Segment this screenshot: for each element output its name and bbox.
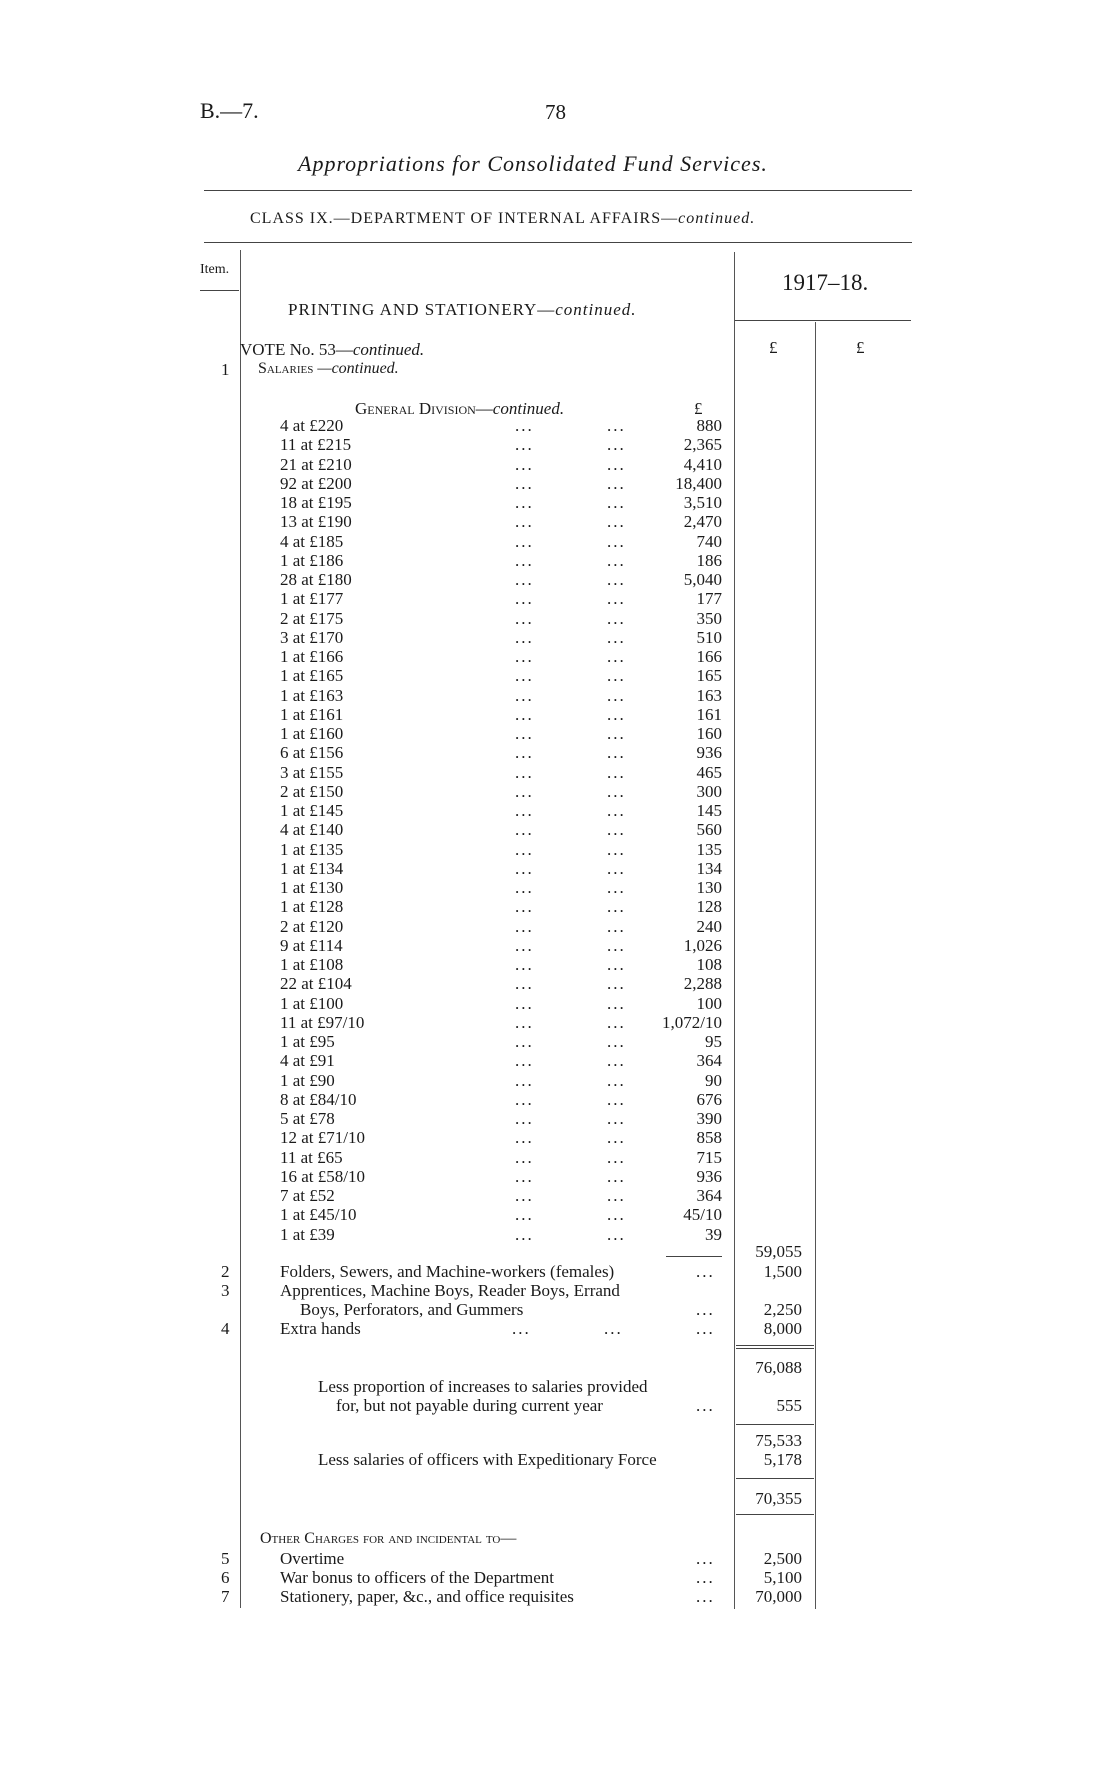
- general-division-row: [280, 763, 722, 782]
- grade-amount: 4,410: [683, 454, 722, 474]
- grade-label: 28 at £180: [280, 570, 352, 589]
- grade-amount: 465: [696, 762, 722, 782]
- general-division-currency: £: [694, 399, 703, 418]
- total1-rule: [736, 1345, 814, 1346]
- item-4-dots-c: ...: [696, 1319, 715, 1338]
- grade-label: 1 at £100: [280, 993, 344, 1013]
- section-heading-main: PRINTING AND STATIONERY—: [288, 300, 556, 319]
- leader-dots: ...: [607, 435, 626, 455]
- leader-dots: ...: [607, 704, 626, 724]
- leader-dots: ...: [607, 1089, 626, 1109]
- leader-dots: ...: [515, 743, 534, 763]
- leader-dots: ...: [607, 974, 626, 994]
- page-number: 78: [545, 100, 566, 124]
- item-4-dots-b: ...: [604, 1319, 623, 1338]
- grade-amount: 160: [696, 724, 722, 743]
- grade-amount: 186: [696, 550, 722, 570]
- leader-dots: ...: [515, 1032, 534, 1051]
- grade-label: 11 at £97/10: [280, 1012, 365, 1032]
- leader-dots: ...: [607, 781, 626, 801]
- leader-dots: ...: [607, 762, 626, 782]
- other-charges-row: [0, 1549, 802, 1568]
- leader-dots: ...: [607, 512, 626, 532]
- leader-dots: ...: [607, 1147, 626, 1167]
- general-division-heading-main: General Division—: [355, 399, 493, 418]
- leader-dots: ...: [515, 685, 534, 705]
- grade-amount: 177: [696, 589, 722, 609]
- leader-dots: ...: [607, 550, 626, 570]
- grade-amount: 560: [696, 820, 722, 840]
- subtotal-rule: [666, 1256, 722, 1257]
- table-top-rule: [204, 242, 912, 243]
- general-division-row: [280, 1090, 722, 1109]
- grade-label: 1 at £165: [280, 666, 344, 686]
- grade-amount: 676: [696, 1089, 722, 1109]
- general-division-row: [280, 1167, 722, 1186]
- item-4-amount: 8,000: [763, 1319, 802, 1338]
- leader-dots: ...: [607, 570, 626, 589]
- page-ref: B.—7.: [200, 98, 259, 123]
- leader-dots: ...: [515, 647, 534, 666]
- charge-amount: 5,100: [763, 1568, 802, 1587]
- less-1-line1: Less proportion of increases to salaries provided: [318, 1377, 648, 1396]
- grade-label: 13 at £190: [280, 512, 352, 532]
- grade-label: 1 at £177: [280, 589, 344, 609]
- grade-label: 12 at £71/10: [280, 1128, 365, 1148]
- total-1: 76,088: [755, 1358, 802, 1377]
- charge-label: War bonus to officers of the Department: [280, 1568, 555, 1587]
- vote-heading-main: VOTE No. 53—: [240, 340, 353, 359]
- leader-dots: ...: [607, 1205, 626, 1225]
- general-division-subtotal: 59,055: [755, 1242, 802, 1261]
- general-division-row: [280, 1225, 722, 1244]
- grade-label: 1 at £135: [280, 839, 344, 859]
- leader-dots: ...: [515, 704, 534, 724]
- leader-dots: ...: [515, 416, 534, 435]
- leader-dots: ...: [607, 743, 626, 763]
- general-division-row: [280, 1109, 722, 1128]
- leader-dots: ...: [607, 666, 626, 686]
- leader-dots: ...: [515, 1051, 534, 1071]
- item-number-1: 1: [221, 360, 230, 379]
- leader-dots: ...: [515, 550, 534, 570]
- general-division-row: [280, 897, 722, 916]
- general-division-row: [280, 917, 722, 936]
- leader-dots: ...: [515, 993, 534, 1013]
- total2-rule: [736, 1424, 814, 1425]
- general-division-row: [280, 859, 722, 878]
- amount-column-rule-a: [734, 252, 735, 1609]
- leader-dots: ...: [607, 473, 626, 493]
- grade-amount: 128: [696, 897, 722, 917]
- item-3-amount: 2,250: [763, 1300, 802, 1319]
- class-heading-cont: continued.: [678, 210, 756, 227]
- leader-dots: ...: [607, 724, 626, 743]
- grade-label: 1 at £108: [280, 955, 344, 974]
- leader-dots: ...: [607, 916, 626, 936]
- grade-amount: 39: [705, 1224, 722, 1244]
- general-division-row: [280, 647, 722, 666]
- grade-amount: 300: [696, 781, 722, 801]
- grade-label: 11 at £215: [280, 435, 352, 455]
- grade-label: 8 at £84/10: [280, 1089, 357, 1109]
- grade-amount: 100: [696, 993, 722, 1013]
- general-division-row: [280, 878, 722, 897]
- general-division-row: [280, 551, 722, 570]
- leader-dots: ...: [515, 435, 534, 455]
- leader-dots: ...: [607, 839, 626, 859]
- leader-dots: ...: [607, 858, 626, 878]
- leader-dots: ...: [607, 1224, 626, 1244]
- leader-dots: ...: [515, 1012, 534, 1032]
- leader-dots: ...: [607, 685, 626, 705]
- grade-amount: 1,026: [683, 935, 722, 955]
- grade-amount: 936: [696, 1166, 722, 1186]
- total-3: 70,355: [755, 1489, 802, 1508]
- grade-label: 1 at £134: [280, 858, 344, 878]
- leader-dots: ...: [696, 1549, 715, 1568]
- leader-dots: ...: [515, 935, 534, 955]
- general-division-row: [280, 686, 722, 705]
- leader-dots: ...: [515, 608, 534, 628]
- general-division-row: [280, 1205, 722, 1224]
- general-division-row: [280, 609, 722, 628]
- less-2-amount: 5,178: [763, 1450, 802, 1469]
- general-division-row: [280, 743, 722, 762]
- general-division-row: [280, 705, 722, 724]
- leader-dots: ...: [515, 1147, 534, 1167]
- leader-dots: ...: [607, 531, 626, 551]
- item-4-dots-a: ...: [512, 1319, 531, 1338]
- grade-amount: 936: [696, 743, 722, 763]
- grade-amount: 145: [696, 801, 722, 820]
- charge-amount: 70,000: [755, 1587, 802, 1606]
- general-division-list: [280, 416, 722, 1244]
- total3-rule: [736, 1478, 814, 1479]
- item-number: 6: [221, 1568, 230, 1587]
- leader-dots: ...: [515, 762, 534, 782]
- year-header-rule: [735, 320, 911, 321]
- grade-label: 3 at £155: [280, 762, 344, 782]
- general-division-heading-cont: continued.: [492, 399, 565, 418]
- charge-amount: 2,500: [763, 1549, 802, 1568]
- leader-dots: ...: [696, 1587, 715, 1606]
- total-2: 75,533: [755, 1431, 802, 1450]
- grade-label: 4 at £140: [280, 820, 344, 840]
- less-2-label: Less salaries of officers with Expeditionary Force: [318, 1450, 657, 1469]
- leader-dots: ...: [515, 512, 534, 532]
- leader-dots: ...: [607, 955, 626, 974]
- leader-dots: ...: [515, 570, 534, 589]
- grade-amount: 45/10: [683, 1205, 722, 1225]
- grade-amount: 108: [696, 955, 722, 974]
- leader-dots: ...: [515, 781, 534, 801]
- grade-amount: 161: [696, 704, 722, 724]
- leader-dots: ...: [607, 493, 626, 512]
- leader-dots: ...: [607, 1012, 626, 1032]
- general-division-row: [280, 840, 722, 859]
- general-division-row: [280, 666, 722, 685]
- grade-amount: 390: [696, 1109, 722, 1128]
- less-1-amount: 555: [776, 1396, 802, 1415]
- general-division-row: [280, 782, 722, 801]
- grade-label: 2 at £175: [280, 608, 344, 628]
- leader-dots: ...: [515, 1089, 534, 1109]
- leader-dots: ...: [607, 1051, 626, 1071]
- other-charges-list: [0, 1549, 802, 1606]
- leader-dots: ...: [515, 724, 534, 743]
- grade-amount: 18,400: [675, 473, 722, 493]
- grade-label: 1 at £145: [280, 801, 344, 820]
- vote-heading: [240, 340, 424, 360]
- grade-label: 1 at £163: [280, 685, 344, 705]
- item-3-label-line1: Apprentices, Machine Boys, Reader Boys, Errand: [280, 1281, 620, 1300]
- grade-amount: 130: [696, 878, 722, 897]
- leader-dots: ...: [607, 993, 626, 1013]
- general-division-row: [280, 936, 722, 955]
- grade-label: 9 at £114: [280, 935, 343, 955]
- item-2-amount: 1,500: [763, 1262, 802, 1281]
- general-division-row: [280, 801, 722, 820]
- general-division-row: [280, 1148, 722, 1167]
- grade-label: 7 at £52: [280, 1186, 335, 1205]
- grade-amount: 1,072/10: [662, 1012, 722, 1032]
- grade-amount: 2,470: [683, 512, 722, 532]
- leader-dots: ...: [607, 801, 626, 820]
- general-division-row: [280, 1051, 722, 1070]
- leader-dots: ...: [515, 1224, 534, 1244]
- grade-label: 1 at £130: [280, 878, 344, 897]
- grade-label: 1 at £186: [280, 550, 344, 570]
- salaries-heading-cont: —continued.: [317, 360, 399, 377]
- less-1-line2: for, but not payable during current year: [336, 1396, 603, 1415]
- grade-amount: 5,040: [683, 570, 722, 589]
- grade-label: 5 at £78: [280, 1109, 335, 1128]
- leader-dots: ...: [515, 820, 534, 840]
- leader-dots: ...: [607, 1032, 626, 1051]
- item-3-dots: ...: [696, 1300, 715, 1319]
- leader-dots: ...: [607, 1109, 626, 1128]
- grade-amount: 163: [696, 685, 722, 705]
- grade-amount: 740: [696, 531, 722, 551]
- grade-amount: 2,365: [683, 435, 722, 455]
- leader-dots: ...: [515, 493, 534, 512]
- grade-amount: 165: [696, 666, 722, 686]
- charge-label: Stationery, paper, &c., and office requisites: [280, 1587, 574, 1606]
- general-division-row: [280, 994, 722, 1013]
- grade-amount: 350: [696, 608, 722, 628]
- grade-label: 2 at £120: [280, 916, 344, 936]
- general-division-row: [280, 1128, 722, 1147]
- leader-dots: ...: [607, 1166, 626, 1186]
- general-division-row: [280, 1013, 722, 1032]
- item-4-label: Extra hands: [280, 1319, 361, 1338]
- leader-dots: ...: [607, 1186, 626, 1205]
- grade-label: 6 at £156: [280, 743, 344, 763]
- item-number-2: 2: [221, 1262, 230, 1281]
- grade-amount: 364: [696, 1051, 722, 1071]
- general-division-row: [280, 570, 722, 589]
- leader-dots: ...: [515, 454, 534, 474]
- currency-symbol-b: £: [856, 338, 865, 357]
- leader-dots: ...: [515, 1186, 534, 1205]
- grade-amount: 364: [696, 1186, 722, 1205]
- leader-dots: ...: [515, 955, 534, 974]
- grade-label: 1 at £45/10: [280, 1205, 357, 1225]
- amount-column-rule-b: [815, 322, 816, 1609]
- class-heading: [250, 210, 755, 228]
- general-division-row: [280, 435, 722, 454]
- general-division-row: [280, 1186, 722, 1205]
- leader-dots: ...: [515, 878, 534, 897]
- general-division-row: [280, 589, 722, 608]
- grade-label: 16 at £58/10: [280, 1166, 365, 1186]
- salaries-heading-main: Salaries: [258, 360, 314, 377]
- leader-dots: ...: [515, 1109, 534, 1128]
- currency-symbol-a: £: [769, 338, 778, 357]
- leader-dots: ...: [515, 531, 534, 551]
- grade-label: 92 at £200: [280, 473, 352, 493]
- grade-label: 18 at £195: [280, 493, 352, 512]
- title-rule: [204, 190, 912, 191]
- grade-label: 21 at £210: [280, 454, 352, 474]
- charge-label: Overtime: [280, 1549, 345, 1568]
- grade-amount: 880: [696, 416, 722, 435]
- leader-dots: ...: [515, 801, 534, 820]
- other-charges-heading: Other Charges for and incidental to—: [260, 1530, 517, 1547]
- leader-dots: ...: [607, 1128, 626, 1148]
- item-column-rule: [240, 250, 241, 1608]
- leader-dots: ...: [607, 897, 626, 917]
- general-division-row: [280, 474, 722, 493]
- leader-dots: ...: [515, 1166, 534, 1186]
- grade-amount: 135: [696, 839, 722, 859]
- leader-dots: ...: [607, 589, 626, 609]
- grade-amount: 858: [696, 1128, 722, 1148]
- section-heading-cont: continued.: [555, 300, 637, 319]
- leader-dots: ...: [515, 473, 534, 493]
- general-division-row: [280, 1032, 722, 1051]
- grade-amount: 510: [696, 627, 722, 647]
- general-division-row: [280, 493, 722, 512]
- leader-dots: ...: [515, 974, 534, 994]
- grade-label: 1 at £166: [280, 647, 344, 666]
- grade-label: 1 at £128: [280, 897, 344, 917]
- leader-dots: ...: [515, 1128, 534, 1148]
- grade-label: 3 at £170: [280, 627, 344, 647]
- leader-dots: ...: [607, 820, 626, 840]
- leader-dots: ...: [607, 608, 626, 628]
- grade-label: 2 at £150: [280, 781, 344, 801]
- leader-dots: ...: [515, 1205, 534, 1225]
- grade-amount: 95: [705, 1032, 722, 1051]
- other-charges-row: [0, 1568, 802, 1587]
- leader-dots: ...: [607, 454, 626, 474]
- total1-rule-2: [736, 1348, 814, 1349]
- page-title: Appropriations for Consolidated Fund Services.: [298, 151, 768, 176]
- item-number: 5: [221, 1549, 230, 1568]
- general-division-row: [280, 1071, 722, 1090]
- grade-amount: 166: [696, 647, 722, 666]
- leader-dots: ...: [515, 589, 534, 609]
- item-number-4: 4: [221, 1319, 230, 1338]
- general-division-row: [280, 628, 722, 647]
- item-3-label-line2: Boys, Perforators, and Gummers: [300, 1300, 524, 1319]
- grade-label: 4 at £220: [280, 416, 344, 435]
- grade-label: 4 at £91: [280, 1051, 335, 1071]
- general-division-row: [280, 724, 722, 743]
- item-number-3: 3: [221, 1281, 230, 1300]
- general-division-row: [280, 974, 722, 993]
- other-charges-row: [0, 1587, 802, 1606]
- less-1-dots: ...: [696, 1396, 715, 1415]
- leader-dots: ...: [607, 416, 626, 435]
- grade-amount: 2,288: [683, 974, 722, 994]
- section-heading: [288, 300, 637, 320]
- grade-amount: 3,510: [683, 493, 722, 512]
- general-division-row: [280, 512, 722, 531]
- vote-heading-cont: continued.: [352, 340, 425, 359]
- general-division-row: [280, 532, 722, 551]
- grade-label: 1 at £90: [280, 1070, 335, 1090]
- leader-dots: ...: [607, 1070, 626, 1090]
- class-heading-main: CLASS IX.—DEPARTMENT OF INTERNAL AFFAIRS—: [250, 210, 679, 227]
- leader-dots: ...: [607, 878, 626, 897]
- item-2-label: Folders, Sewers, and Machine-workers (females): [280, 1262, 615, 1281]
- leader-dots: ...: [607, 627, 626, 647]
- grade-amount: 715: [696, 1147, 722, 1167]
- leader-dots: ...: [515, 839, 534, 859]
- leader-dots: ...: [515, 916, 534, 936]
- grade-label: 4 at £185: [280, 531, 344, 551]
- general-division-row: [280, 820, 722, 839]
- leader-dots: ...: [515, 1070, 534, 1090]
- leader-dots: ...: [515, 627, 534, 647]
- leader-dots: ...: [515, 666, 534, 686]
- grade-amount: 134: [696, 858, 722, 878]
- leader-dots: ...: [696, 1568, 715, 1587]
- item-header-rule: [200, 290, 239, 291]
- leader-dots: ...: [515, 858, 534, 878]
- total3-rule-bottom: [736, 1514, 814, 1515]
- salaries-heading: [258, 360, 399, 378]
- general-division-row: [280, 455, 722, 474]
- general-division-row: [280, 955, 722, 974]
- grade-label: 1 at £161: [280, 704, 344, 724]
- year-header: 1917–18.: [782, 270, 869, 295]
- grade-amount: 240: [696, 916, 722, 936]
- item-column-header: Item.: [200, 262, 230, 277]
- leader-dots: ...: [515, 897, 534, 917]
- leader-dots: ...: [607, 935, 626, 955]
- grade-label: 1 at £160: [280, 724, 344, 743]
- grade-label: 1 at £39: [280, 1224, 335, 1244]
- grade-label: 22 at £104: [280, 974, 352, 994]
- general-division-row: [280, 416, 722, 435]
- leader-dots: ...: [607, 647, 626, 666]
- grade-label: 11 at £65: [280, 1147, 343, 1167]
- grade-label: 1 at £95: [280, 1032, 335, 1051]
- grade-amount: 90: [705, 1070, 722, 1090]
- item-2-dots: ...: [696, 1262, 715, 1281]
- item-number: 7: [221, 1587, 230, 1606]
